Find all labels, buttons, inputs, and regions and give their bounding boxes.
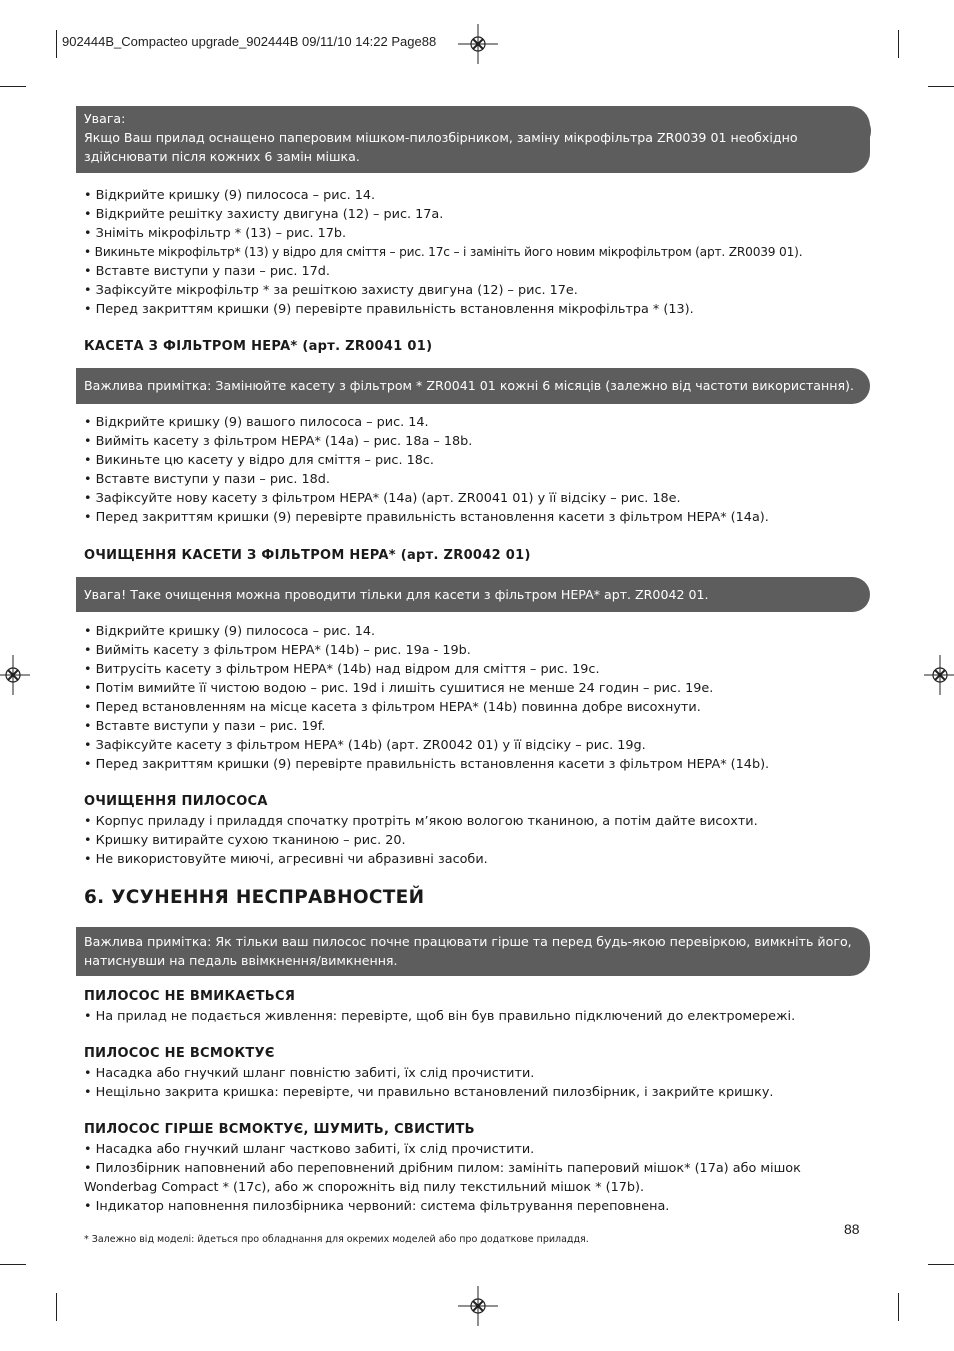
list-item: • Перед закриттям кришки (9) перевірте правильність встановлення мікрофільтра * (13). — [84, 302, 694, 317]
warning-note — [76, 577, 870, 612]
section-heading: ОЧИЩЕННЯ ПИЛОСОСА — [84, 794, 268, 809]
warning-note-text: Увага! Таке очищення можна проводити тільки для касети з фільтром HEPA* арт. ZR0042 01. — [84, 587, 709, 602]
hepa-steps — [84, 413, 769, 527]
crop-mark — [928, 1264, 954, 1265]
section-heading: ПИЛОСОС НЕ ВСМОКТУЄ — [84, 1046, 275, 1061]
warning-note — [76, 106, 870, 173]
list-item: • Перед закриттям кришки (9) перевірте правильність встановлення касети з фільтром HEPA* (14a). — [84, 510, 769, 525]
list-item: • Вийміть касету з фільтром HEPA* (14a) – рис. 18a – 18b. — [84, 434, 473, 449]
registration-mark-icon — [458, 24, 498, 64]
microfilter-steps — [84, 186, 802, 319]
list-item: • Вставте виступи у пази – рис. 19f. — [84, 719, 326, 734]
list-item: • Зніміть мікрофільтр * (13) – рис. 17b. — [84, 226, 347, 241]
registration-mark-icon — [924, 655, 954, 695]
list-item: • Витрусіть касету з фільтром HEPA* (14b) над відром для сміття – рис. 19c. — [84, 662, 600, 677]
list-item: • Викиньте цю касету у відро для сміття – рис. 18c. — [84, 453, 434, 468]
section-heading: ОЧИЩЕННЯ КАСЕТИ З ФІЛЬТРОМ HEPA* (арт. ZR0042 01) — [84, 548, 531, 563]
vacuum-cleaning-steps — [84, 812, 758, 869]
page-number: 88 — [844, 1221, 860, 1237]
warning-note-title: Увага: — [84, 111, 126, 126]
list-item: • Перед закриттям кришки (9) перевірте правильність встановлення касети з фільтром HEPA* (14b). — [84, 757, 770, 772]
crop-mark — [898, 30, 899, 58]
list-item: • Потім вимийте її чистою водою – рис. 19d і лишіть сушитися не менше 24 годин – рис. 19e. — [84, 681, 714, 696]
list-item: • Вставте виступи у пази – рис. 17d. — [84, 264, 330, 279]
chapter-title: 6. УСУНЕННЯ НЕСПРАВНОСТЕЙ — [84, 887, 425, 908]
important-note-text: Важлива примітка: Замінюйте касету з фільтром * ZR0041 01 кожні 6 місяців (залежно від частоти використання). — [84, 378, 854, 393]
list-item: • Зафіксуйте нову касету з фільтром HEPA* (14a) (арт. ZR0041 01) у її відсіку – рис. 18e. — [84, 491, 681, 506]
section-heading: ПИЛОСОС ГІРШЕ ВСМОКТУЄ, ШУМИТЬ, СВИСТИТЬ — [84, 1122, 475, 1137]
print-header: 902444B_Compacteo upgrade_902444B 09/11/10 14:22 Page88 — [62, 34, 437, 49]
list-item: • Перед встановленням на місце касета з фільтром HEPA* (14b) повинна добре висохнути. — [84, 700, 701, 715]
list-item: • Кришку витирайте сухою тканиною – рис. 20. — [84, 833, 406, 848]
crop-mark — [0, 86, 26, 87]
section-heading: ПИЛОСОС НЕ ВМИКАЄТЬСЯ — [84, 989, 296, 1004]
crop-mark — [56, 30, 57, 58]
weak-suction-causes — [84, 1140, 874, 1216]
list-item: • Викиньте мікрофільтр* (13) у відро для сміття – рис. 17c – і замініть його новим мікрофільтром (арт. ZR0039 01). — [84, 245, 803, 259]
list-item: • Насадка або гнучкий шланг повністю забиті, їх слід прочистити. — [84, 1066, 535, 1081]
list-item: • Зафіксуйте касету з фільтром HEPA* (14b) (арт. ZR0042 01) у її відсіку – рис. 19g. — [84, 738, 646, 753]
list-item: • На прилад не подається живлення: перевірте, щоб він був правильно підключений до електромережі. — [84, 1009, 796, 1024]
list-item: • Корпус приладу і приладдя спочатку протріть м’якою вологою тканиною, а потім дайте висохти. — [84, 814, 758, 829]
crop-mark — [0, 1264, 26, 1265]
not-on-causes — [84, 1007, 795, 1026]
list-item: • Пилозбірник наповнений або переповнений дрібним пилом: замініть паперовий мішок* (17a) або мішок Wonderbag Compact * (17c), або ж спорожніть від пилу текстильний мішок * (17b). — [84, 1161, 801, 1195]
hepa-cleaning-steps — [84, 622, 769, 774]
list-item: • Насадка або гнучкий шланг частково забиті, їх слід прочистити. — [84, 1142, 535, 1157]
list-item: • Нещільно закрита кришка: перевірте, чи правильно встановлений пилозбірник, і закрийте кришку. — [84, 1085, 774, 1100]
crop-mark — [56, 1293, 57, 1321]
section-heading: КАСЕТА З ФІЛЬТРОМ HEPA* (арт. ZR0041 01) — [84, 339, 433, 354]
crop-mark — [898, 1293, 899, 1321]
no-suction-causes — [84, 1064, 774, 1102]
list-item: • Вийміть касету з фільтром HEPA* (14b) – рис. 19a - 19b. — [84, 643, 471, 658]
crop-mark — [928, 86, 954, 87]
list-item: • Індикатор наповнення пилозбірника червоний: система фільтрування переповнена. — [84, 1199, 670, 1214]
important-note-text: Важлива примітка: Як тільки ваш пилосос почне працювати гірше та перед будь-якою перевіркою, вимкніть його, натиснувши на педаль ввімкнення/вимкнення. — [84, 934, 852, 968]
list-item: • Вставте виступи у пази – рис. 18d. — [84, 472, 330, 487]
registration-mark-icon — [0, 655, 30, 695]
important-note — [76, 927, 870, 976]
list-item: • Зафіксуйте мікрофільтр * за решіткою захисту двигуна (12) – рис. 17e. — [84, 283, 578, 298]
list-item: • Відкрийте решітку захисту двигуна (12) – рис. 17a. — [84, 207, 444, 222]
list-item: • Відкрийте кришку (9) вашого пилососа – рис. 14. — [84, 415, 429, 430]
list-item: • Відкрийте кришку (9) пилососа – рис. 14. — [84, 624, 376, 639]
registration-mark-icon — [458, 1286, 498, 1326]
warning-note-text: Якщо Ваш прилад оснащено паперовим мішком-пилозбірником, заміну мікрофільтра ZR0039 01 необхідно здійснювати після кожних 6 замін мішка. — [84, 130, 798, 164]
list-item: • Відкрийте кришку (9) пилососа – рис. 14. — [84, 188, 376, 203]
important-note — [76, 368, 870, 404]
footnote: * Залежно від моделі: йдеться про обладнання для окремих моделей або про додаткове приладдя. — [84, 1234, 589, 1245]
list-item: • Не використовуйте миючі, агресивні чи абразивні засоби. — [84, 852, 488, 867]
